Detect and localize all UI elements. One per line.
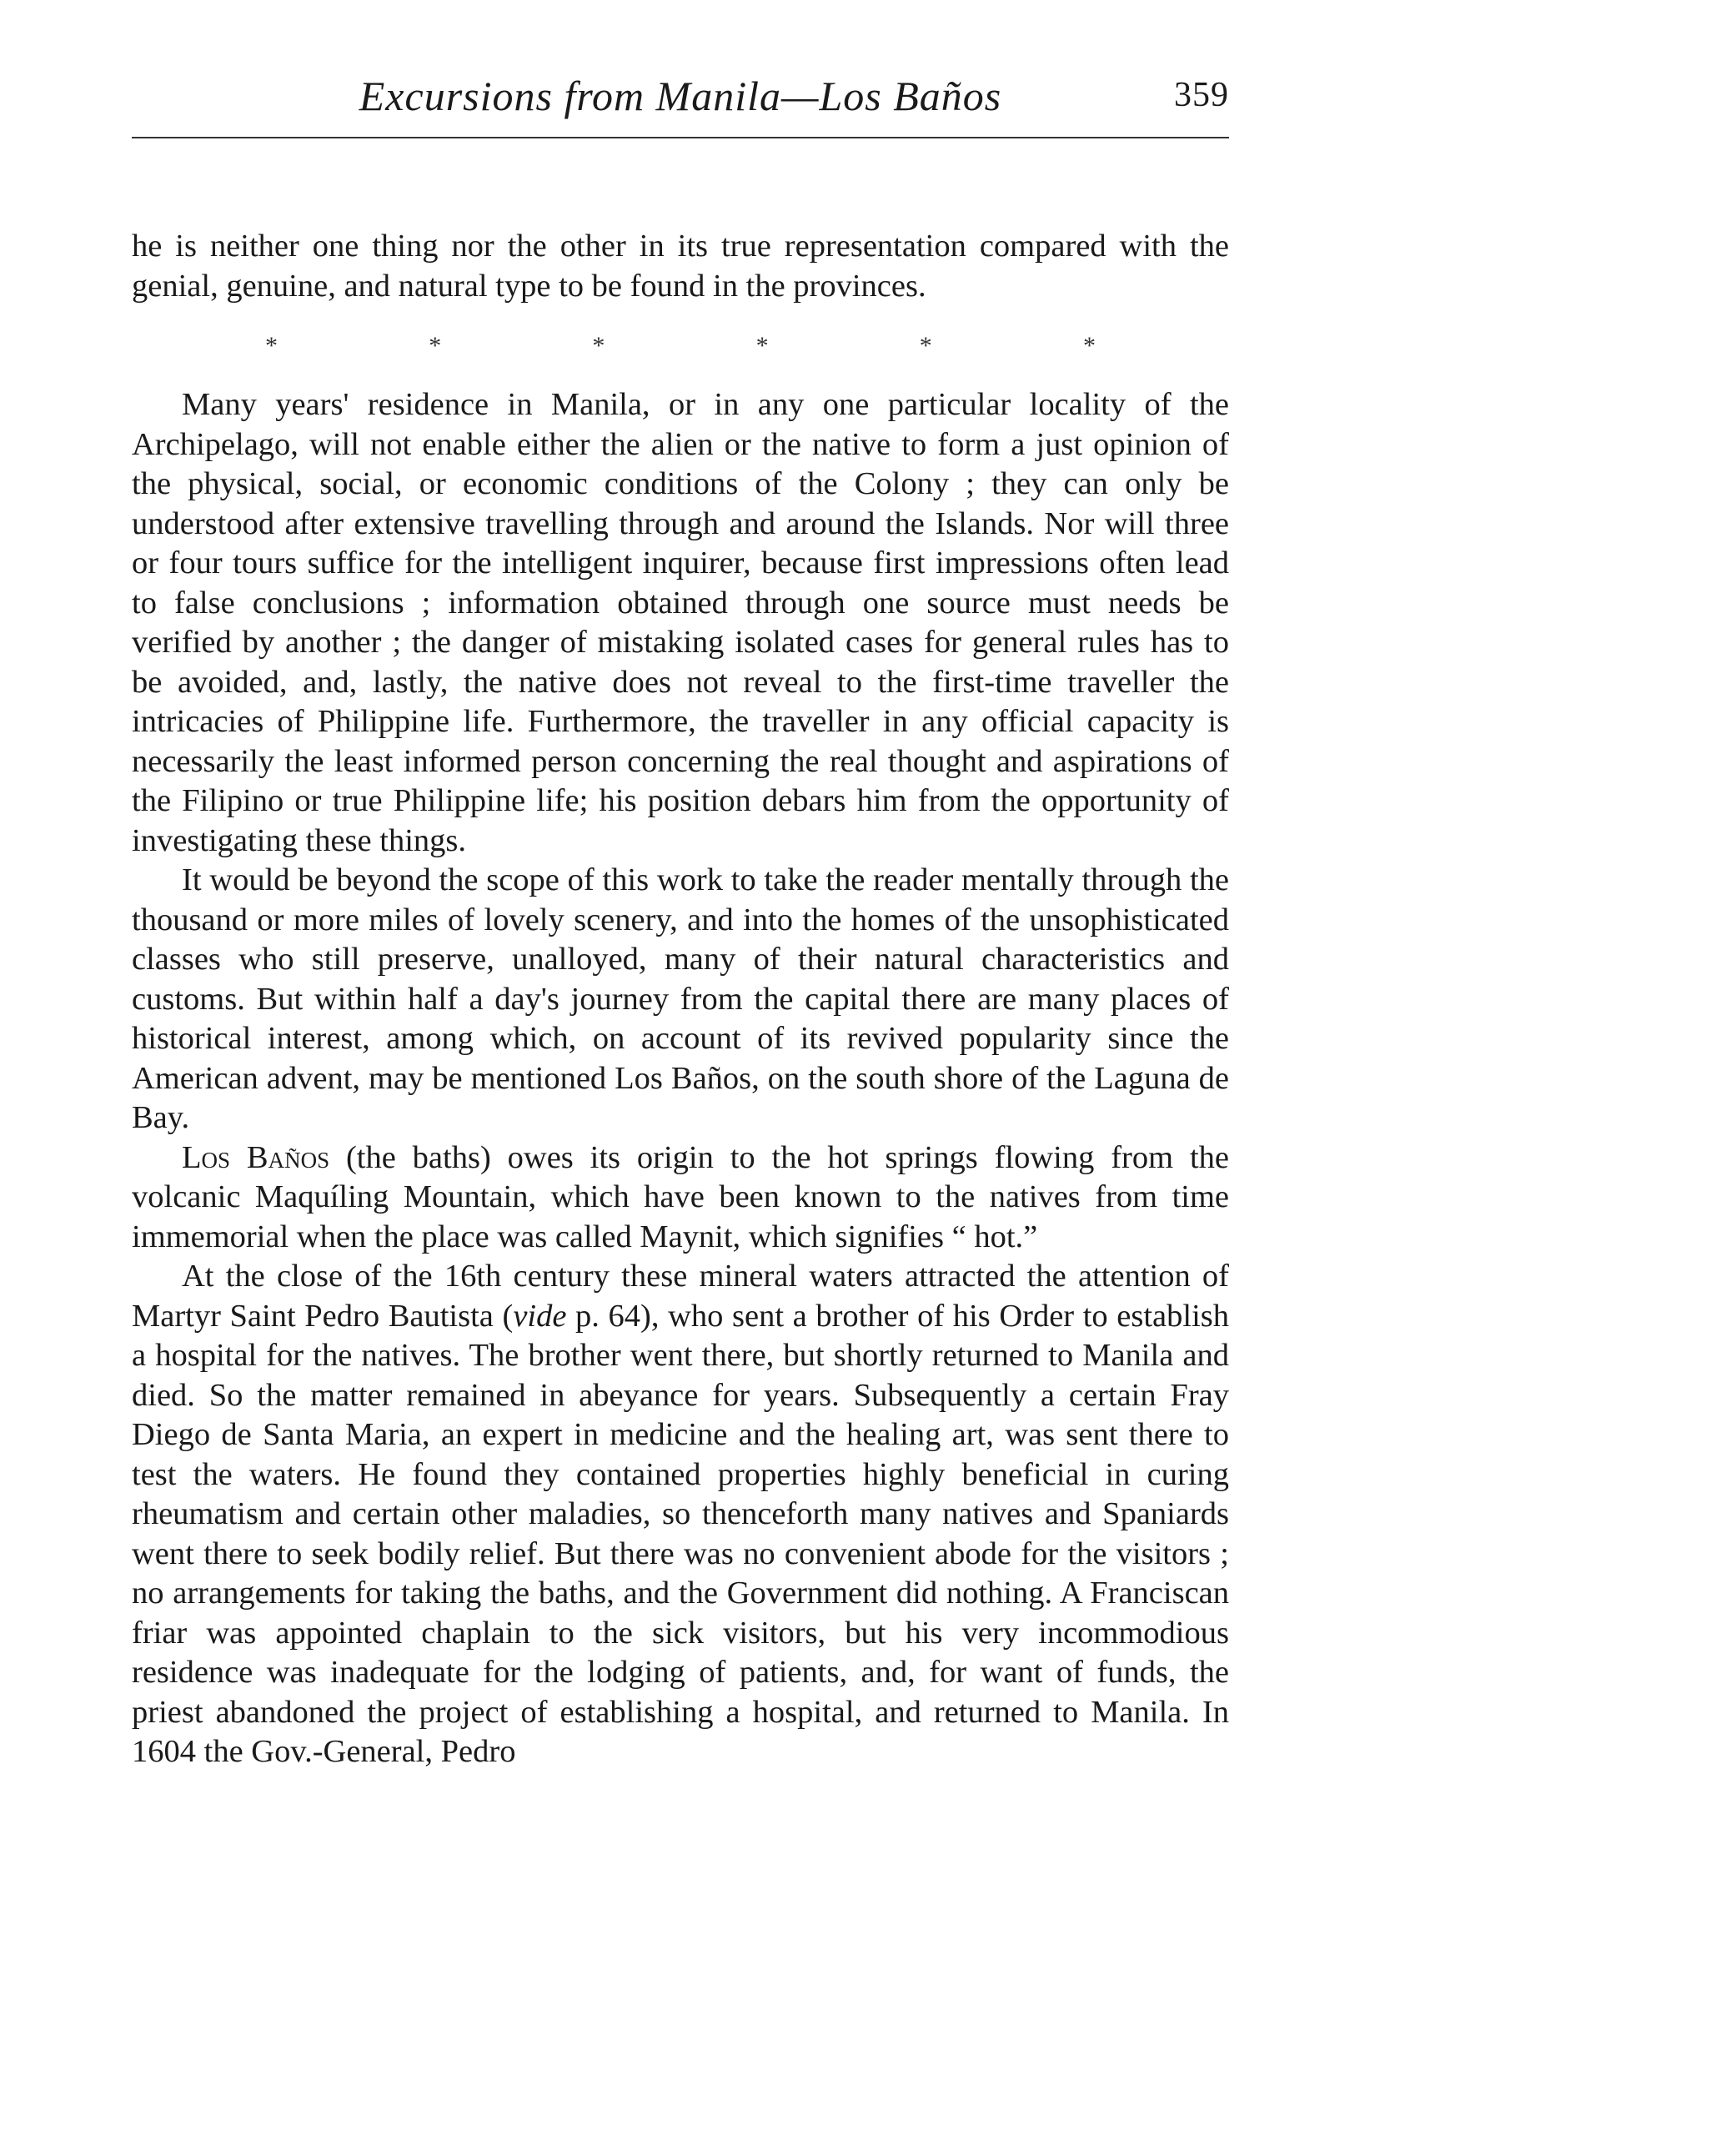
running-title: Excursions from Manila—Los Baños (359, 73, 1002, 119)
asterisk: * (265, 331, 278, 359)
asterisk: * (429, 331, 442, 359)
asterisk: * (919, 331, 932, 359)
body-text (132, 227, 1229, 1772)
paragraph-los-banos (132, 1138, 1229, 1258)
running-head (132, 67, 1229, 133)
paragraph-continuation: he is neither one thing nor the other in its true representation compared with the genial, genuine, and natural type to be found in the provinces. (132, 229, 1229, 304)
section-separator (132, 306, 1229, 385)
asterisk: * (1082, 331, 1096, 359)
asterisk: * (592, 331, 605, 359)
header-rule (132, 137, 1229, 138)
paragraph-residence: Many years' residence in Manila, or in any one particular locality of the Archipelago, will not enable either the alien or the native to form a just opinion of the physical, social, or economic conditions of the Colony ; they can only be understood after extensive travelling through and around the Islands. Nor will three or four tours suffice for the intelligent inquirer, because first impressions often lead to false conclusions ; information obtained through one source must needs be verified by another ; the danger of mistaking isolated cases for general rules has to be avoided, and, lastly, the native does not reveal to the first-time traveller the intricacies of Philippine life. Furthermore, the traveller in any official capacity is necessarily the least informed person concerning the real thought and aspirations of the Filipino or true Philippine life; his position debars him from the opportunity of investigating these things. (132, 387, 1229, 858)
book-page (132, 67, 1229, 1772)
paragraph-16th-century (132, 1257, 1229, 1772)
place-name-lead: Los Baños (182, 1139, 330, 1175)
italic-vide: vide (513, 1298, 567, 1334)
paragraph-16th-century-end: p. 64), who sent a brother of his Order to establish a hospital for the natives. The brother went there, but shortly returned to Manila and died. So the matter remained in abeyance for years. Subsequently a certain Fray Diego de Santa Maria, an expert in medicine and the healing art, was sent there to test the waters. He found they contained properties highly beneficial in curing rheumatism and certain other maladies, so thenceforth many natives and Spaniards went there to seek bodily relief. But there was no convenient abode for the visitors ; no arrangements for taking the baths, and the Government did nothing. A Franciscan friar was appointed chaplain to the sick visitors, but his very incommodious residence was inadequate for the lodging of patients, and, for want of funds, the priest abandoned the project of establishing a hospital, and returned to Manila. In 1604 the Gov.-General, Pedro (132, 1298, 1229, 1769)
paragraph-los-banos-text: (the baths) owes its origin to the hot springs flowing from the volcanic Maquíling Mountain, which have been known to the natives from time immemorial when the place was called Maynit, which signifies “ hot.” (132, 1139, 1229, 1254)
asterisk: * (755, 331, 769, 359)
paragraph-16th-century-start: At the close of the 16th century these mineral waters attracted the attention of Martyr Saint Pedro Bautista ( (132, 1259, 1229, 1334)
paragraph-scope: It would be beyond the scope of this work to take the reader mentally through the thousand or more miles of lovely scenery, and into the homes of the unsophisticated classes who still preserve, unalloyed, many of their natural characteristics and customs. But within half a day's journey from the capital there are many places of historical interest, among which, on account of its revived popularity since the American advent, may be mentioned Los Baños, on the south shore of the Laguna de Bay. (132, 862, 1229, 1135)
page-number: 359 (1174, 76, 1229, 114)
